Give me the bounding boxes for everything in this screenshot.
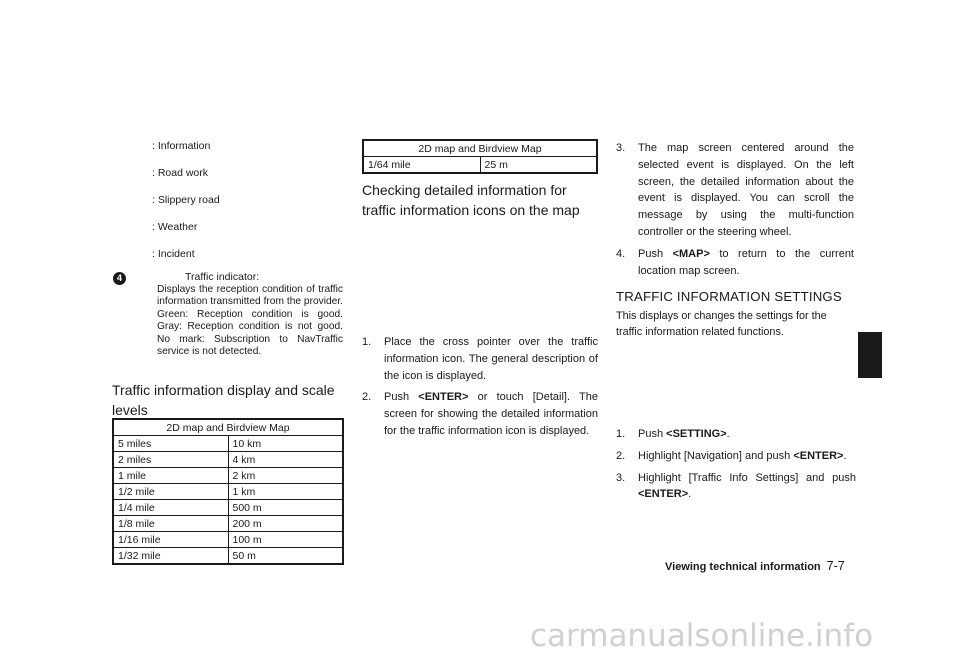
- indicator-title: Traffic indicator:: [185, 271, 260, 283]
- scale-table: [112, 418, 344, 565]
- detail-step: [362, 334, 598, 384]
- scale-table-cell-metric: 50 m: [228, 548, 343, 565]
- page-number: 7-7: [826, 559, 845, 573]
- scale-table-row: [113, 548, 343, 565]
- scale-table-cell-metric: 1 km: [228, 484, 343, 500]
- step-text: or touch [Detail]. The screen for showing the detailed information for the traffic information icon is displayed.: [384, 391, 598, 437]
- scale-table-cell-miles: 1/8 mile: [113, 516, 228, 532]
- scale-table-cell-miles: 1/4 mile: [113, 500, 228, 516]
- footer-section-title: Viewing technical information: [665, 561, 821, 573]
- legend-slippery-road: : Slippery road: [152, 194, 220, 206]
- indicator-description: Displays the reception condition of traffic information transmitted from the provider. Green: Reception condition is good. Gray: Reception condition is not good. No mark: Subscription to NavTraffic service is not detected.: [157, 284, 343, 358]
- scale-table-continued-cell-miles: 1/64 mile: [363, 157, 480, 174]
- legend-road-work: : Road work: [152, 167, 209, 179]
- step-text: Highlight [Navigation] and push: [638, 449, 794, 462]
- scale-table-row: [113, 532, 343, 548]
- scale-table-cell-metric: 4 km: [228, 452, 343, 468]
- step-number: 3.: [616, 471, 626, 484]
- step-text: Highlight [Traffic Info Settings] and push: [638, 471, 856, 484]
- right-step: [616, 246, 854, 280]
- scale-table-row: [113, 452, 343, 468]
- settings-paragraph: This displays or changes the settings for the traffic information related functions.: [616, 310, 827, 338]
- step-text: .: [843, 449, 847, 462]
- right-step: [616, 140, 854, 241]
- step-number: 1.: [616, 428, 626, 440]
- step-key-label: <MAP>: [672, 247, 710, 260]
- step-text: .: [726, 428, 730, 440]
- scale-table-cell-miles: 2 miles: [113, 452, 228, 468]
- step-key-label: <SETTING>: [666, 428, 727, 440]
- scale-table-cell-miles: 1/32 mile: [113, 548, 228, 565]
- scale-table-continued-cell-metric: 25 m: [480, 157, 597, 174]
- step-key-label: <ENTER>: [638, 488, 689, 501]
- step-text: The map screen centered around the selected event is displayed. On the left screen, the detailed information about the event is displayed. You can scroll the message by using the multi-function controller or the steering wheel.: [638, 142, 854, 238]
- legend-weather: : Weather: [152, 221, 198, 233]
- legend-information: : Information: [152, 140, 211, 152]
- watermark: carmanualsonline.info: [530, 618, 874, 654]
- scale-table-cell-miles: 1 mile: [113, 468, 228, 484]
- scale-table-cell-miles: 1/16 mile: [113, 532, 228, 548]
- step-text: to return to the current location map screen.: [638, 247, 854, 277]
- scale-section-heading: Traffic information display and scale levels: [112, 382, 335, 418]
- step-key-label: <ENTER>: [793, 449, 844, 462]
- scale-table-continued-row: [363, 157, 597, 174]
- settings-step: [616, 448, 856, 465]
- step-number: 2.: [362, 391, 372, 404]
- scale-table-continued: [362, 139, 598, 174]
- scale-table-row: [113, 436, 343, 452]
- scale-table-row: [113, 516, 343, 532]
- step-number: 4.: [616, 247, 626, 260]
- settings-steps-list: [616, 426, 856, 508]
- scale-table-cell-metric: 2 km: [228, 468, 343, 484]
- step-text: Push: [638, 428, 667, 440]
- step-text: .: [688, 488, 692, 501]
- scale-table-cell-metric: 200 m: [228, 516, 343, 532]
- step-text: Place the cross pointer over the traffic information icon. The general description of the icon is displayed.: [384, 336, 598, 382]
- scale-table-row: [113, 468, 343, 484]
- scale-table-header: 2D map and Birdview Map: [113, 419, 343, 436]
- detail-step: [362, 389, 598, 439]
- scale-table-row: [113, 484, 343, 500]
- settings-section-heading: TRAFFIC INFORMATION SETTINGS: [616, 289, 842, 304]
- step-number: 3.: [616, 142, 626, 154]
- legend-incident: : Incident: [152, 248, 195, 260]
- detail-section-heading: Checking detailed information for traffic information icons on the map: [362, 182, 580, 218]
- scale-table-cell-metric: 10 km: [228, 436, 343, 452]
- step-number: 2.: [616, 449, 626, 462]
- chapter-thumb-tab: [858, 332, 882, 378]
- settings-step: [616, 470, 856, 504]
- detail-steps-list: [362, 334, 598, 445]
- right-steps-list: [616, 140, 854, 284]
- scale-table-cell-metric: 100 m: [228, 532, 343, 548]
- step-text: Push: [638, 247, 673, 260]
- step-number: 1.: [362, 336, 372, 348]
- page-footer: [665, 559, 845, 573]
- scale-table-cell-miles: 1/2 mile: [113, 484, 228, 500]
- scale-table-continued-header: 2D map and Birdview Map: [363, 140, 597, 157]
- callout-number-badge: 4: [113, 272, 126, 285]
- step-text: Push: [384, 391, 419, 404]
- scale-table-row: [113, 500, 343, 516]
- settings-step: [616, 426, 856, 443]
- scale-table-cell-miles: 5 miles: [113, 436, 228, 452]
- scale-table-cell-metric: 500 m: [228, 500, 343, 516]
- step-key-label: <ENTER>: [418, 391, 469, 404]
